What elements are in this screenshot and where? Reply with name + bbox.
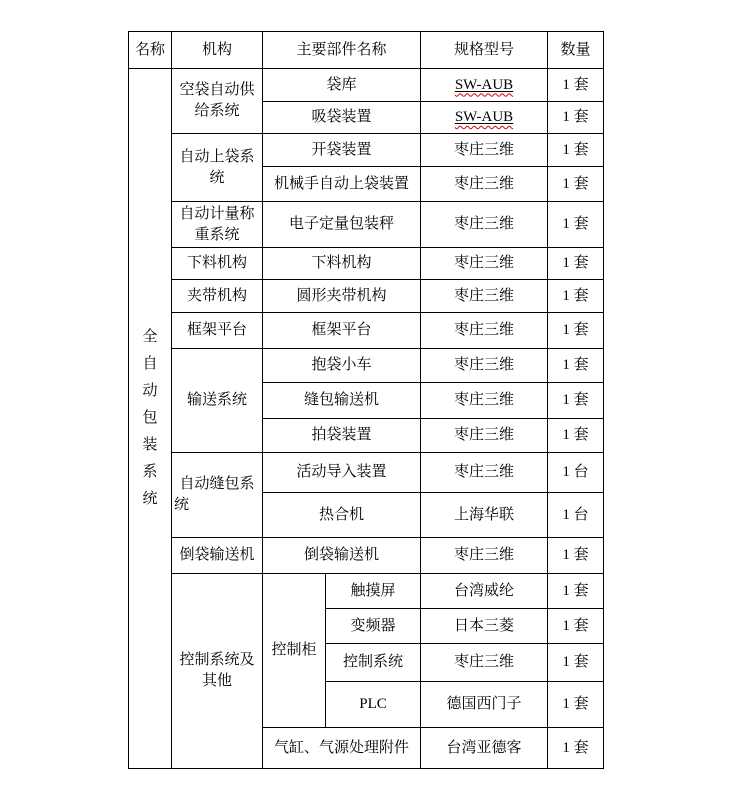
cell-qty: 1 台 [548, 493, 604, 538]
cell-mechanism: 空袋自动供给系统 [172, 69, 263, 134]
header-cell-mechanism: 机构 [172, 32, 263, 69]
cell-qty: 1 套 [548, 538, 604, 574]
cell-part: 活动导入装置 [263, 453, 421, 493]
header-cell-qty: 数量 [548, 32, 604, 69]
cell-part: 控制系统 [326, 644, 421, 682]
cell-mechanism: 框架平台 [172, 313, 263, 349]
cell-model: 枣庄三维 [421, 538, 548, 574]
cell-model: 枣庄三维 [421, 134, 548, 167]
table-header-row [129, 32, 604, 69]
table-row [129, 202, 604, 248]
cell-part: 变频器 [326, 609, 421, 644]
cell-part: 开袋装置 [263, 134, 421, 167]
cell-part: 倒袋输送机 [263, 538, 421, 574]
cell-part: 袋库 [263, 69, 421, 102]
cell-qty: 1 套 [548, 102, 604, 134]
cell-model: 枣庄三维 [421, 383, 548, 419]
cell-mechanism: 自动缝包系统 [172, 453, 263, 538]
cell-part: 气缸、气源处理附件 [263, 728, 421, 769]
cell-qty: 1 套 [548, 728, 604, 769]
cell-part: 抱袋小车 [263, 349, 421, 383]
cell-mechanism: 控制系统及其他 [172, 574, 263, 769]
cell-qty: 1 套 [548, 313, 604, 349]
cell-mechanism: 夹带机构 [172, 280, 263, 313]
cell-qty: 1 套 [548, 682, 604, 728]
cell-mechanism: 自动上袋系统 [172, 134, 263, 202]
cell-model: 台湾威纶 [421, 574, 548, 609]
cell-model: 德国西门子 [421, 682, 548, 728]
cell-part: 电子定量包装秤 [263, 202, 421, 248]
header-cell-name: 名称 [129, 32, 172, 69]
table-row [129, 574, 604, 609]
cell-cabinet: 控制柜 [263, 574, 326, 728]
system-name-vertical: 全自动包装系统 [142, 329, 158, 507]
system-name-cell [129, 69, 172, 769]
cell-model: 枣庄三维 [421, 349, 548, 383]
cell-part: 机械手自动上袋装置 [263, 167, 421, 202]
cell-model: 枣庄三维 [421, 248, 548, 280]
spellcheck-underline: SW-AUB [454, 76, 514, 93]
header-cell-part: 主要部件名称 [263, 32, 421, 69]
cell-model: 上海华联 [421, 493, 548, 538]
table-row [129, 313, 604, 349]
table-row [129, 134, 604, 167]
table-row [129, 453, 604, 493]
table-row [129, 538, 604, 574]
cell-model: 枣庄三维 [421, 167, 548, 202]
cell-qty: 1 套 [548, 167, 604, 202]
cell-model: 日本三菱 [421, 609, 548, 644]
cell-part: 吸袋装置 [263, 102, 421, 134]
cell-part: 下料机构 [263, 248, 421, 280]
cell-qty: 1 套 [548, 383, 604, 419]
cell-mechanism: 自动计量称重系统 [172, 202, 263, 248]
cell-part: 拍袋装置 [263, 419, 421, 453]
cell-mechanism: 下料机构 [172, 248, 263, 280]
cell-qty: 1 套 [548, 248, 604, 280]
cell-qty: 1 套 [548, 202, 604, 248]
table-row [129, 248, 604, 280]
cell-part: 缝包输送机 [263, 383, 421, 419]
cell-model [421, 102, 548, 134]
cell-part: 热合机 [263, 493, 421, 538]
cell-qty: 1 套 [548, 280, 604, 313]
cell-qty: 1 套 [548, 609, 604, 644]
cell-model: 枣庄三维 [421, 202, 548, 248]
cell-model: 枣庄三维 [421, 419, 548, 453]
spec-table [128, 31, 604, 769]
cell-model: 枣庄三维 [421, 644, 548, 682]
cell-part: PLC [326, 682, 421, 728]
cell-qty: 1 套 [548, 349, 604, 383]
cell-part: 触摸屏 [326, 574, 421, 609]
cell-qty: 1 套 [548, 574, 604, 609]
cell-model [421, 69, 548, 102]
spellcheck-underline: SW-AUB [454, 109, 514, 125]
cell-qty: 1 套 [548, 134, 604, 167]
table-row [129, 69, 604, 102]
cell-model: 枣庄三维 [421, 313, 548, 349]
cell-model: 枣庄三维 [421, 280, 548, 313]
cell-qty: 1 套 [548, 644, 604, 682]
cell-part: 框架平台 [263, 313, 421, 349]
cell-mechanism: 输送系统 [172, 349, 263, 453]
cell-model: 台湾亚德客 [421, 728, 548, 769]
cell-qty: 1 套 [548, 419, 604, 453]
cell-qty: 1 台 [548, 453, 604, 493]
cell-model: 枣庄三维 [421, 453, 548, 493]
table-row [129, 349, 604, 383]
cell-part: 圆形夹带机构 [263, 280, 421, 313]
table-row [129, 280, 604, 313]
header-cell-model: 规格型号 [421, 32, 548, 69]
cell-qty: 1 套 [548, 69, 604, 102]
cell-mechanism: 倒袋输送机 [172, 538, 263, 574]
